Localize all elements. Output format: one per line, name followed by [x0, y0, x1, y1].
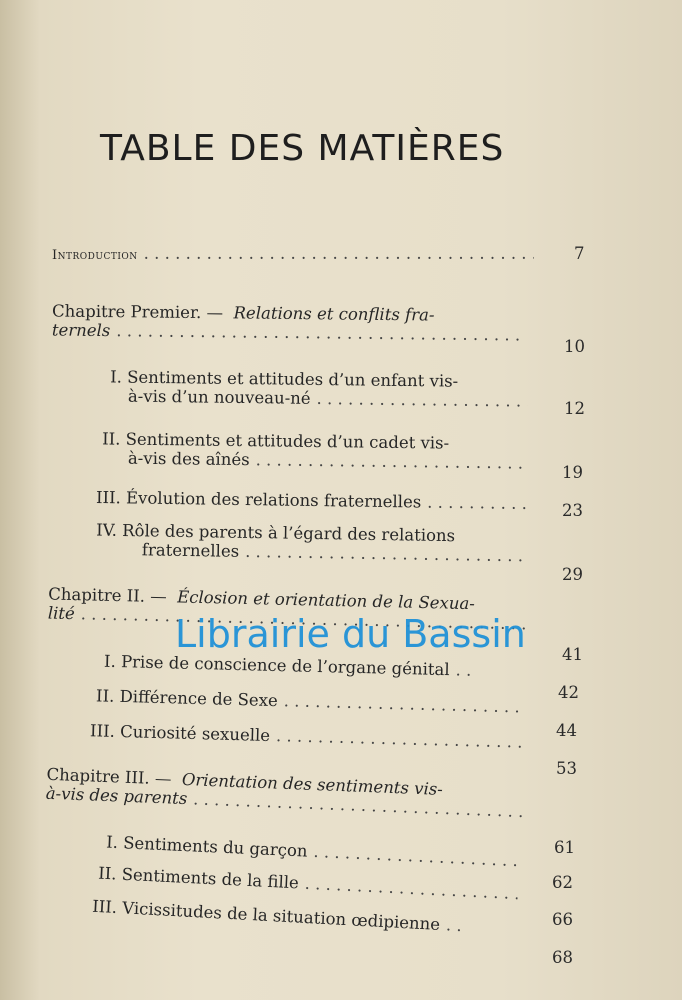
chapter-prefix: Chapitre Premier. —	[52, 301, 224, 323]
section-number: I.	[103, 651, 117, 672]
page-number: 62	[552, 873, 573, 892]
page-number: 61	[554, 838, 575, 857]
leader-dots	[455, 660, 473, 679]
toc-chapter-3	[45, 765, 530, 822]
section-title: Sentiments et attitudes d’un cadet vis-	[125, 429, 450, 453]
page-number: 23	[562, 501, 583, 520]
leader-dots	[446, 915, 465, 935]
leader-dots	[144, 244, 534, 263]
leader-dots	[284, 691, 525, 716]
toc-section	[96, 521, 535, 566]
leader-dots	[317, 389, 528, 411]
toc-section	[110, 367, 534, 410]
leader-dots	[256, 450, 528, 472]
section-number: III.	[95, 487, 121, 508]
chapter-title: Éclosion et orientation de la Sexua-	[177, 587, 476, 614]
section-title: Sentiments de la fille	[121, 864, 300, 893]
toc-section	[106, 832, 526, 870]
section-number: I.	[110, 367, 123, 387]
section-title-cont: à-vis d’un nouveau-né	[127, 386, 311, 408]
section-title: Vicissitudes de la situation œdipienne	[121, 898, 441, 934]
toc-section	[98, 864, 524, 904]
chapter-title: Relations et conflits fra-	[233, 303, 435, 325]
toc-section	[102, 429, 534, 472]
entry-label: Introduction	[52, 248, 138, 263]
toc-section	[96, 686, 530, 716]
page-number: 41	[562, 645, 583, 664]
section-number: I.	[105, 832, 119, 852]
leader-dots	[245, 542, 528, 565]
chapter-title-cont: ternels	[51, 320, 111, 341]
chapter-prefix: Chapitre II. —	[48, 584, 167, 607]
section-number: III.	[91, 896, 118, 918]
section-title-cont: à-vis des aînés	[127, 448, 250, 470]
section-title: Évolution des relations fraternelles	[125, 488, 422, 512]
leader-dots	[427, 493, 528, 513]
page-title: TABLE DES MATIÈRES	[100, 128, 505, 169]
page-number: 19	[562, 463, 583, 482]
section-number: II.	[95, 686, 115, 706]
section-title: Sentiments et attitudes d’un enfant vis-	[127, 367, 459, 391]
section-number: II.	[102, 429, 121, 449]
toc-section	[104, 652, 534, 682]
section-title: Sentiments du garçon	[122, 833, 308, 861]
section-title: Rôle des parents à l’égard des relations	[122, 520, 456, 546]
page-number: 53	[556, 759, 577, 778]
toc-section	[92, 897, 522, 938]
toc-chapter-1	[52, 301, 532, 344]
page-number: 12	[564, 399, 585, 418]
section-number: III.	[89, 721, 116, 741]
page-number: 7	[574, 244, 585, 263]
toc-section	[96, 488, 534, 513]
section-number: II.	[97, 863, 117, 884]
leader-dots	[313, 842, 520, 870]
page-number: 29	[562, 565, 583, 584]
leader-dots	[116, 321, 526, 344]
chapter-title: Orientation des sentiments vis-	[181, 769, 444, 799]
chapter-title-cont: lité	[47, 603, 76, 624]
chapter-title-cont: à-vis des parents	[45, 783, 188, 809]
section-title: Différence de Sexe	[119, 686, 279, 711]
seller-watermark: Librairie du Bassin	[175, 612, 526, 656]
section-number: IV.	[96, 520, 118, 540]
leader-dots	[304, 874, 518, 903]
leader-dots	[276, 726, 522, 751]
section-title: Curiosité sexuelle	[119, 722, 271, 745]
show-through-text	[470, 0, 682, 200]
section-title: Prise de conscience de l’organe génital	[120, 652, 450, 680]
toc-entry-introduction	[52, 244, 540, 263]
toc-section	[90, 721, 528, 751]
page-number: 10	[564, 337, 585, 356]
section-title-cont: fraternelles	[141, 540, 240, 561]
page-number: 68	[552, 948, 573, 967]
page-number: 42	[558, 683, 579, 702]
chapter-prefix: Chapitre III. —	[46, 764, 172, 789]
page-number: 66	[552, 910, 573, 929]
page-number: 44	[556, 721, 577, 740]
